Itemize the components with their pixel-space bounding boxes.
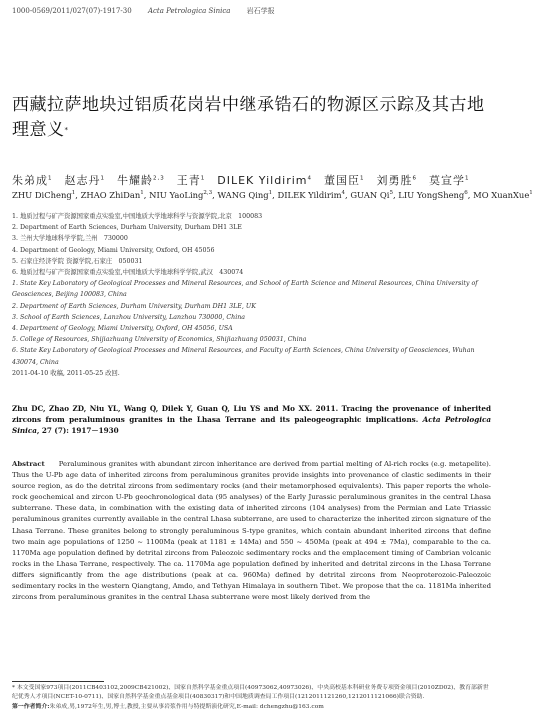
author-cn-1 bbox=[65, 174, 106, 187]
author-name: 王青 bbox=[176, 174, 201, 187]
affiliations-cn bbox=[12, 211, 492, 278]
affiliations bbox=[12, 211, 492, 379]
author-affiliation-mark: 4 bbox=[307, 175, 313, 182]
affiliation-item: 6. 地质过程与矿产资源国家重点实验室,中国地质大学地球科学学院,武汉 430074 bbox=[12, 269, 244, 277]
title-text: 西藏拉萨地块过铝质花岗岩中继承锆石的物源区示踪及其古地理意义 bbox=[12, 95, 485, 140]
author-en-5 bbox=[350, 190, 393, 200]
author-name: 刘勇胜 bbox=[376, 174, 413, 187]
affiliation-item: 4. Department of Geology, Miami University, Oxford, OH 45056 bbox=[12, 246, 215, 254]
author-name: WANG Qing bbox=[217, 190, 269, 200]
affiliation-item: 2. Department of Earth Sciences, Durham University, Durham DH1 3LE, UK bbox=[12, 302, 256, 310]
author-name: GUAN Qi bbox=[350, 190, 390, 200]
author-affiliation-mark: 2,3 bbox=[153, 175, 165, 182]
affiliation-item: 4. Department of Geology, Miami University, Oxford, OH 45056, USA bbox=[12, 325, 233, 333]
affiliation-item: 6. State Key Laboratory of Geological Processes and Mineral Resources, and Faculty of Earth Sciences, China University of Geosciences, Wuhan 430074, China bbox=[12, 347, 475, 366]
author-affiliation-mark: 1 bbox=[71, 190, 76, 197]
journal-name-cn: 岩石学报 bbox=[246, 7, 275, 15]
author-affiliation-mark: 6 bbox=[412, 175, 418, 182]
author-en-2 bbox=[149, 190, 212, 200]
citation-journal: Acta Petrologica Sinica bbox=[12, 415, 491, 435]
first-author-note bbox=[12, 702, 491, 712]
author-cn-0 bbox=[12, 174, 53, 187]
author-affiliation-mark: 1 bbox=[140, 190, 144, 197]
affiliation-item: 2. Department of Earth Sciences, Durham University, Durham DH1 3LE bbox=[12, 224, 242, 232]
author-cn-4 bbox=[217, 174, 312, 187]
author-name: 朱弟成 bbox=[12, 174, 48, 187]
author-name: 莫宣学 bbox=[429, 174, 466, 187]
author-affiliation-mark: 1 bbox=[200, 175, 206, 182]
author-name: 牛耀龄 bbox=[117, 174, 153, 187]
citation-tail: , 27 (7): 1917－1930 bbox=[36, 426, 119, 435]
citation bbox=[12, 403, 491, 436]
author-cn-3 bbox=[177, 174, 206, 187]
footnote bbox=[12, 684, 491, 713]
author-affiliation-mark: 2,3 bbox=[203, 190, 213, 197]
author-affiliation-mark: 5 bbox=[389, 190, 393, 197]
author-affiliation-mark: 1 bbox=[268, 190, 273, 197]
author-name: 赵志丹 bbox=[64, 174, 101, 187]
author-affiliation-mark: 1 bbox=[465, 175, 470, 182]
author-en-0 bbox=[12, 190, 75, 200]
journal-name: Acta Petrologica Sinica bbox=[147, 7, 231, 15]
author-name: MO XuanXue bbox=[473, 190, 530, 200]
footnote-divider bbox=[12, 681, 104, 682]
abstract bbox=[12, 459, 491, 603]
affiliation-item: 3. 兰州大学地球科学学院,兰州 730000 bbox=[12, 235, 128, 243]
affiliation-item: 5. 石家庄经济学院 资源学院,石家庄 050031 bbox=[12, 257, 143, 265]
author-en-3 bbox=[217, 190, 272, 200]
author-en-1 bbox=[81, 190, 144, 200]
affiliation-item: 1. State Key Laboratory of Geological Processes and Mineral Resources, and School of Earth Science and Mineral Resources, China University of Geosciences, Beijing 100083, China bbox=[12, 280, 478, 299]
affiliation-item: 1. 地质过程与矿产资源国家重点实验室,中国地质大学地球科学与资源学院,北京 100083 bbox=[12, 213, 263, 220]
abstract-label: Abstract bbox=[12, 460, 45, 468]
affiliation-item: 5. College of Resources, Shijiazhuang University of Economics, Shijiazhuang 050031, China bbox=[12, 336, 307, 344]
first-author-label: 第一作者简介: bbox=[12, 703, 50, 711]
abstract-text: Peraluminous granites with abundant zircon inheritance are derived from partial melting of Al-rich rocks (e.g. metapelite). Thus the U-Pb age data of inherited zircons from peraluminous granites provide insights into provenance of clastic sediments in their source region, as do the detrital zircons from sedimentary rocks (and their metamorphosed equivalents). This paper reports the whole-rock geochemical and zircon U-Pb geochronological data (95 analyses) of the Early Jurassic peraluminous granites in the central Lhasa subterrane. These data, in combination with the existing data of inherited zircons (104 analyses) from the Permian and Late Triassic peraluminous granites currently available in the central Lhasa subterrane, are used to characterize the inherited zircon signature of the Lhasa Terrane. These granites belong to strongly peraluminous S-type granites, which contain abundant inherited zircons that define two main age populations of 1250 ~ 1100Ma (peak at 1181 ± 14Ma) and 550 ~ 450Ma (peak at 494 ± 7Ma), comparable to the ca. 1170Ma age population defined by detrital zircons from Paleozoic sedimentary rocks and the emplacement timing of Cambrian volcanic rocks in the Lhasa Terrane, respectively. The ca. 1170Ma age population defined by inherited and detrital zircons in the Lhasa Terrane differs significantly from the age distributions (peak at ca. 960Ma) defined by detrital zircons from Neoproterozoic-Paleozoic sedimentary rocks in the western Qiangtang, Amdo, and Tethyan Himalaya in southern Tibet. We propose that the ca. 1181Ma inherited zircons from peraluminous granites in the central Lhasa subterrane were most likely derived from the bbox=[12, 460, 491, 602]
author-affiliation-mark: 1 bbox=[48, 175, 53, 182]
author-affiliation-mark: 4 bbox=[341, 190, 346, 197]
affiliation-item: 3. School of Earth Sciences, Lanzhou University, Lanzhou 730000, China bbox=[12, 313, 246, 321]
issn-text: 1000-0569/2011/027(07)-1917-30 bbox=[12, 7, 132, 15]
author-cn-2 bbox=[117, 174, 165, 187]
article-title bbox=[12, 93, 490, 143]
author-name: NIU YaoLing bbox=[149, 190, 204, 200]
funding-text: 本文受国家973项目(2011CB403102,2009CB421002)、国家自然科学基金重点项目(40973062,40973026)、中央高校基本科研业务费专项资金项目(2010ZD02)、教育部新世纪优秀人才项目(NCET-10-0711)、国家自然科学基金重点基金项目(40830317)和中国地质调查局工作项目(1212011121260,1212011121066)联合资助. bbox=[12, 685, 489, 701]
author-name: LIU YongSheng bbox=[398, 190, 465, 200]
title-footnote-mark: * bbox=[64, 126, 69, 134]
author-en-7 bbox=[473, 190, 533, 200]
author-affiliation-mark: 1 bbox=[100, 175, 105, 182]
journal-header bbox=[12, 6, 289, 16]
author-name: DILEK Yildirim bbox=[277, 190, 342, 200]
author-en-6 bbox=[398, 190, 468, 200]
funding-note: * 本文受国家973项目(2011CB403102,2009CB421002)、国家自然科学基金重点项目(40973062,40973026)、中央高校基本科研业务费专项资金项目(2010ZD02)、教育部新世纪优秀人才项目(NCET-10-0711)、国家自然科学基金重点基金项目(40830317)和中国地质调查局工作项目(1212011121260,1212011121066)联合资助. bbox=[12, 685, 489, 701]
author-name: DILEK Yildirim bbox=[217, 174, 308, 187]
author-cn-6 bbox=[377, 174, 418, 187]
author-en-4 bbox=[278, 190, 346, 200]
author-affiliation-mark: 1 bbox=[360, 175, 365, 182]
author-list-cn bbox=[12, 172, 470, 188]
citation-authors: Zhu DC, Zhao ZD, Niu YL, Wang Q, Dilek Y, Guan Q, Liu YS and Mo XX. 2011. Tracing the provenance of inherited zircons from peraluminous granites in the Lhasa Terrane and its paleogeographic implications. bbox=[12, 404, 491, 424]
received-dates: 2011-04-10 收稿, 2011-05-25 改回. bbox=[12, 369, 120, 377]
author-affiliation-mark: 6 bbox=[464, 190, 468, 197]
author-name: 董国臣 bbox=[324, 174, 361, 187]
author-name: ZHU DiCheng bbox=[12, 190, 72, 200]
author-affiliation-mark: 1 bbox=[529, 190, 533, 197]
author-cn-7 bbox=[429, 174, 470, 187]
author-list-en: ZHU DiCheng$^1$, ZHAO ZhiDan$^1$, NIU YaoLing$^{2,3}$, WANG Qing$^1$, DILEK Yildirim$^4$, GUAN Qi$^5$, LIU YongSheng$^6$, MO XuanXue$^1$ bbox=[12, 190, 533, 200]
affiliations-en bbox=[12, 278, 492, 368]
author-cn-5 bbox=[324, 174, 365, 187]
first-author-text: 朱弟成,男,1972年生,男,博士,教授,主要从事岩浆作用与特提斯演化研究,E-mail: dchengzhu@163.com bbox=[49, 704, 324, 711]
author-name: ZHAO ZhiDan bbox=[80, 190, 141, 200]
